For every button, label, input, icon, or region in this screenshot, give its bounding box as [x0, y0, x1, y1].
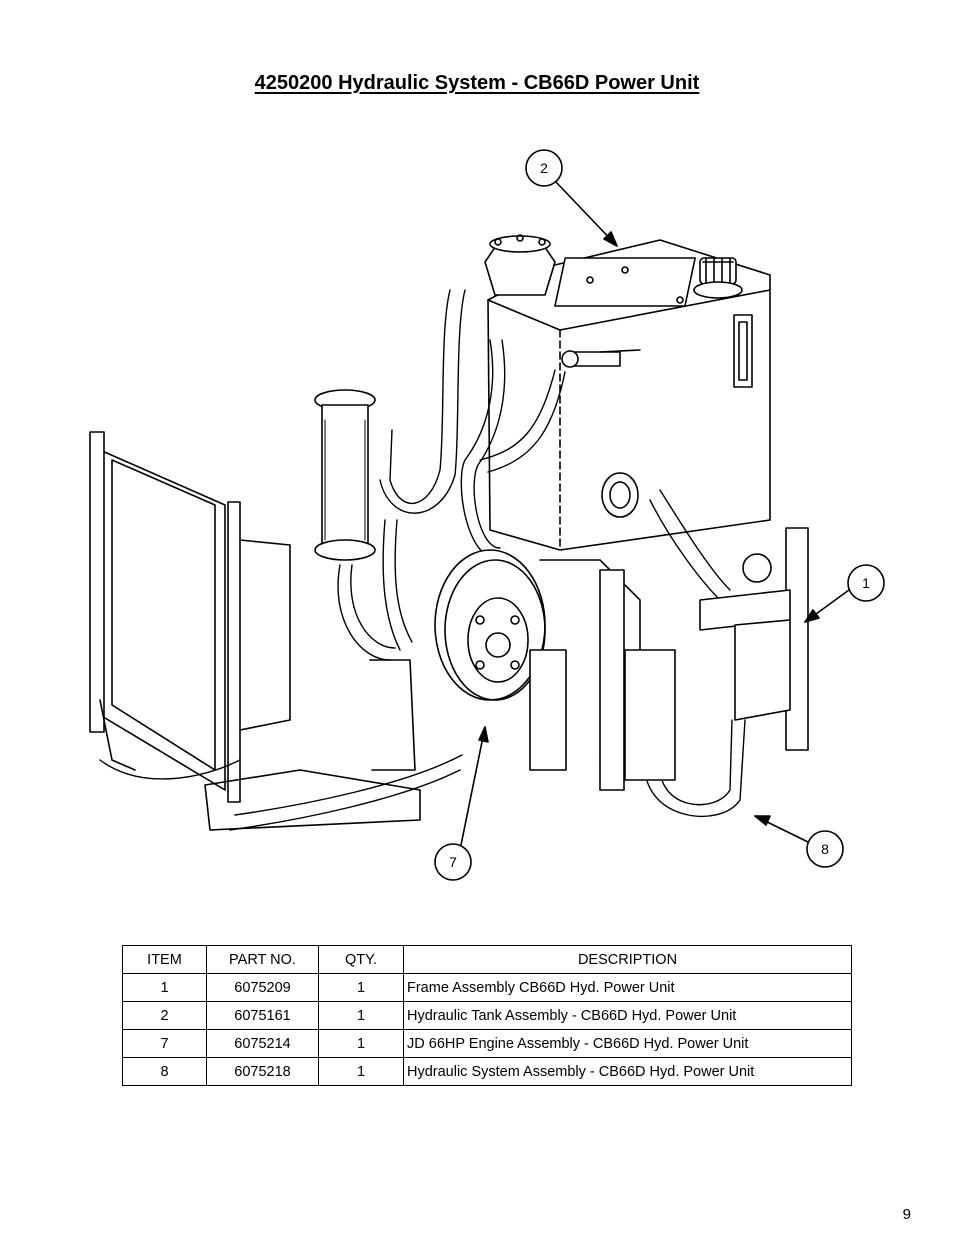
callout-label: 8: [821, 841, 829, 857]
table-row: [123, 1002, 852, 1030]
cell-description: Frame Assembly CB66D Hyd. Power Unit: [404, 974, 852, 1002]
cell-item: 7: [123, 1030, 207, 1058]
cell-part-no: 6075161: [207, 1002, 319, 1030]
page-title: 4250200 Hydraulic System - CB66D Power Unit: [254, 72, 700, 94]
table-row: [123, 1058, 852, 1086]
cell-part-no: 6075209: [207, 974, 319, 1002]
cell-part-no: 6075218: [207, 1058, 319, 1086]
cell-item: 1: [123, 974, 207, 1002]
page-number: 9: [902, 1206, 911, 1223]
table-header-row: [123, 946, 852, 974]
column-header-part-no: PART NO.: [207, 946, 319, 974]
callout-item-7: [435, 727, 488, 880]
cell-description: Hydraulic System Assembly - CB66D Hyd. Power Unit: [404, 1058, 852, 1086]
cell-qty: 1: [319, 1002, 404, 1030]
cell-item: 2: [123, 1002, 207, 1030]
cell-description: Hydraulic Tank Assembly - CB66D Hyd. Power Unit: [404, 1002, 852, 1030]
engine-assembly: [435, 550, 675, 790]
cell-description: JD 66HP Engine Assembly - CB66D Hyd. Power Unit: [404, 1030, 852, 1058]
table-row: [123, 974, 852, 1002]
callout-item-8: [755, 816, 843, 867]
parts-table: [122, 945, 852, 1086]
column-header-qty: QTY.: [319, 946, 404, 974]
callout-label: 1: [862, 575, 870, 591]
oil-cooler: [90, 432, 290, 802]
cell-qty: 1: [319, 1030, 404, 1058]
pressure-filter: [315, 390, 375, 560]
cell-part-no: 6075214: [207, 1030, 319, 1058]
callout-item-2: [526, 150, 617, 246]
hydraulic-tank: [485, 235, 770, 550]
callout-item-1: [805, 565, 884, 622]
cell-item: 8: [123, 1058, 207, 1086]
column-header-item: ITEM: [123, 946, 207, 974]
assembly-drawing: [0, 140, 954, 900]
cell-qty: 1: [319, 1058, 404, 1086]
callout-label: 2: [540, 160, 548, 176]
callout-label: 7: [449, 854, 457, 870]
column-header-description: DESCRIPTION: [404, 946, 852, 974]
table-row: [123, 1030, 852, 1058]
cell-qty: 1: [319, 974, 404, 1002]
